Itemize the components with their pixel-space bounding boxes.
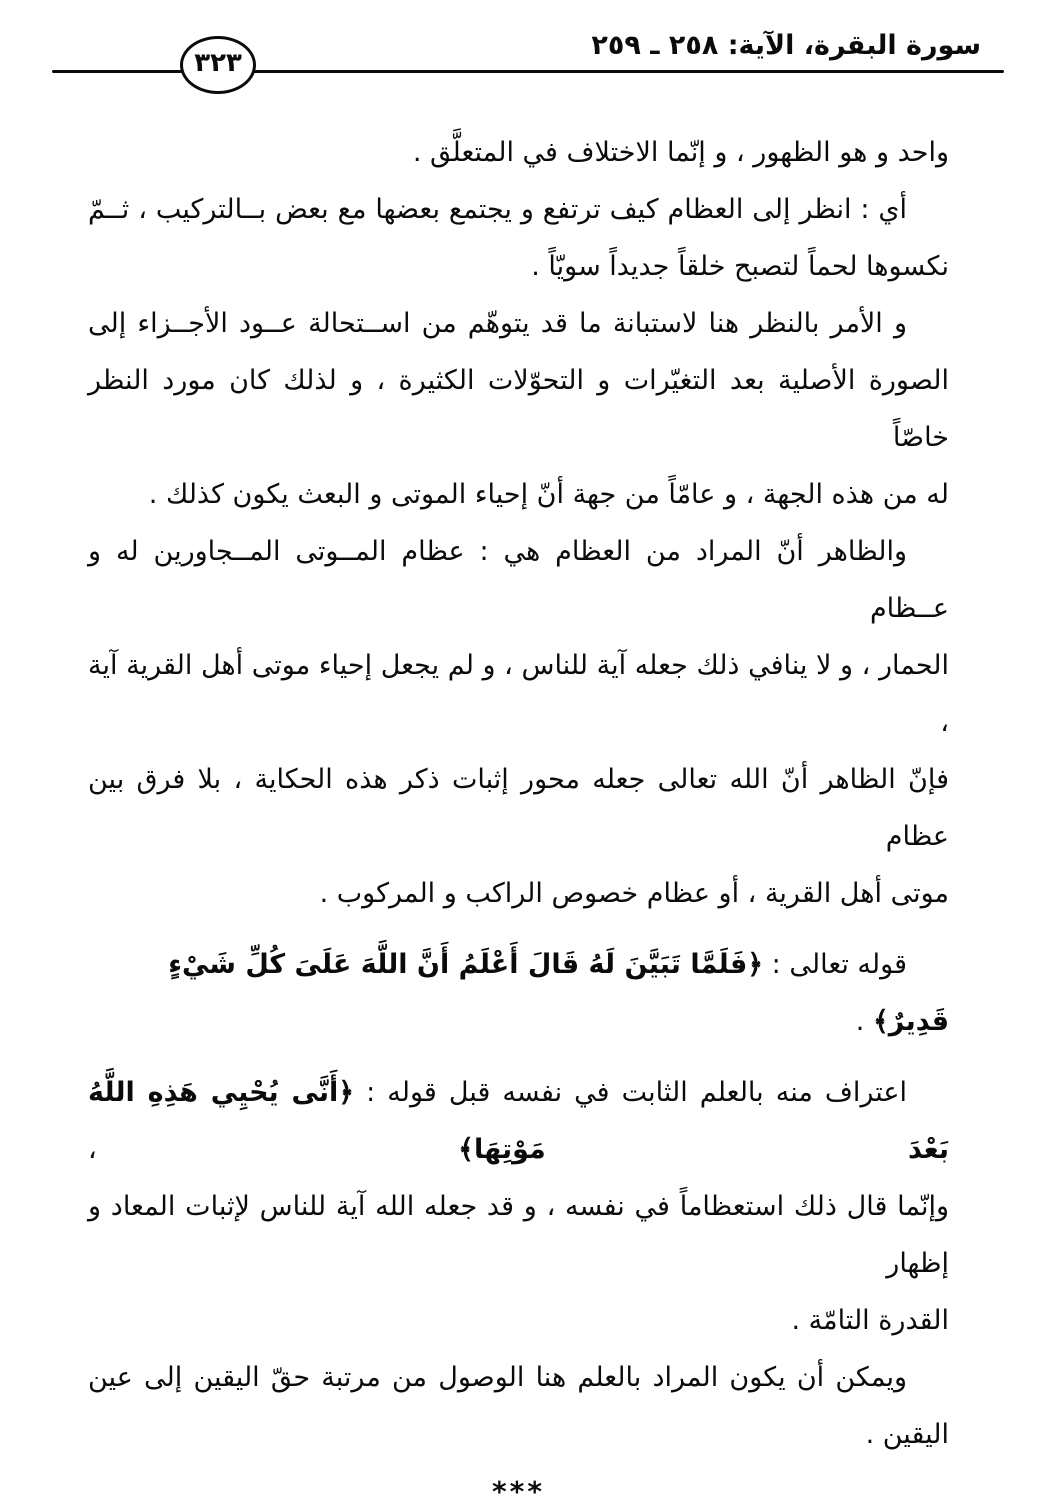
text-run: والظاهر أنّ المراد من العظام هي : عظام المــوتى المــجاورين له و عــظام <box>88 536 949 624</box>
text-run: له من هذه الجهة ، و عامّاً من جهة أنّ إحياء الموتى و البعث يكون كذلك . <box>148 479 949 510</box>
text-run: الحمار ، و لا ينافي ذلك جعله آية للناس ، و لم يجعل إحياء موتى أهل القرية آية ، <box>88 650 949 738</box>
chapter-verse-title: سورة البقرة، الآية: ٢٥٨ ـ ٢٥٩ <box>591 30 981 61</box>
text-line <box>88 1064 949 1178</box>
text-run: فإنّ الظاهر أنّ الله تعالى جعله محور إثبات ذكر هذه الحكاية ، بلا فرق بين عظام <box>88 764 949 852</box>
text-line <box>88 124 949 181</box>
text-line <box>88 352 949 466</box>
page-number-badge <box>180 36 256 94</box>
text-lines <box>88 124 949 1463</box>
text-run: ، <box>88 1134 459 1165</box>
text-line <box>88 523 949 637</box>
text-line <box>88 295 949 352</box>
text-run: نكسوها لحماً لتصبح خلقاً جديداً سويّاً . <box>531 251 949 282</box>
text-line <box>88 466 949 523</box>
text-run: الصورة الأصلية بعد التغيّرات و التحوّلات الكثيرة ، و لذلك كان مورد النظر خاصّاً <box>88 365 949 453</box>
text-run: واحد و هو الظهور ، و إنّما الاختلاف في المتعلَّق . <box>412 137 949 168</box>
text-run: وإنّما قال ذلك استعظاماً في نفسه ، و قد جعله الله آية للناس لإثبات المعاد و إظهار <box>88 1191 949 1279</box>
quran-quote: ﴿أَنَّى يُحْيِي هَذِهِ اللَّهُ بَعْدَ مَوْتِهَا﴾ <box>88 1077 949 1165</box>
section-separator: *** <box>492 1475 545 1496</box>
text-line <box>88 1349 949 1406</box>
text-run: اعتراف منه بالعلم الثابت في نفسه قبل قوله : <box>354 1077 907 1108</box>
text-line <box>88 181 949 238</box>
text-line <box>88 637 949 751</box>
text-line <box>88 1178 949 1292</box>
body-text <box>0 96 1059 1496</box>
text-line <box>88 751 949 865</box>
text-run: موتى أهل القرية ، أو عظام خصوص الراكب و المركوب . <box>319 878 949 909</box>
page-number: ٣٢٣ <box>194 48 242 78</box>
text-run: ويمكن أن يكون المراد بالعلم هنا الوصول من مرتبة حقّ اليقين إلى عين <box>88 1362 907 1393</box>
page-header <box>0 0 1059 96</box>
text-run: اليقين . <box>865 1419 949 1450</box>
text-line <box>88 1292 949 1349</box>
quran-quote: ﴿فَلَمَّا تَبَيَّنَ لَهُ قَالَ أَعْلَمُ أَنَّ اللَّهَ عَلَىَ كُلِّ شَيْءٍ قَدِيرٌ﴾ <box>168 949 949 1037</box>
text-run: أي : انظر إلى العظام كيف ترتفع و يجتمع بعضها مع بعض بــالتركيب ، ثــمّ <box>88 194 907 225</box>
text-line <box>88 238 949 295</box>
text-run: القدرة التامّة . <box>791 1305 949 1336</box>
text-line <box>88 1406 949 1463</box>
text-line <box>88 865 949 922</box>
text-run: . <box>855 1006 873 1037</box>
text-line <box>88 936 949 1050</box>
text-run: قوله تعالى : <box>763 949 907 980</box>
text-run: و الأمر بالنظر هنا لاستبانة ما قد يتوهّم من اســتحالة عــود الأجــزاء إلى <box>88 308 907 339</box>
